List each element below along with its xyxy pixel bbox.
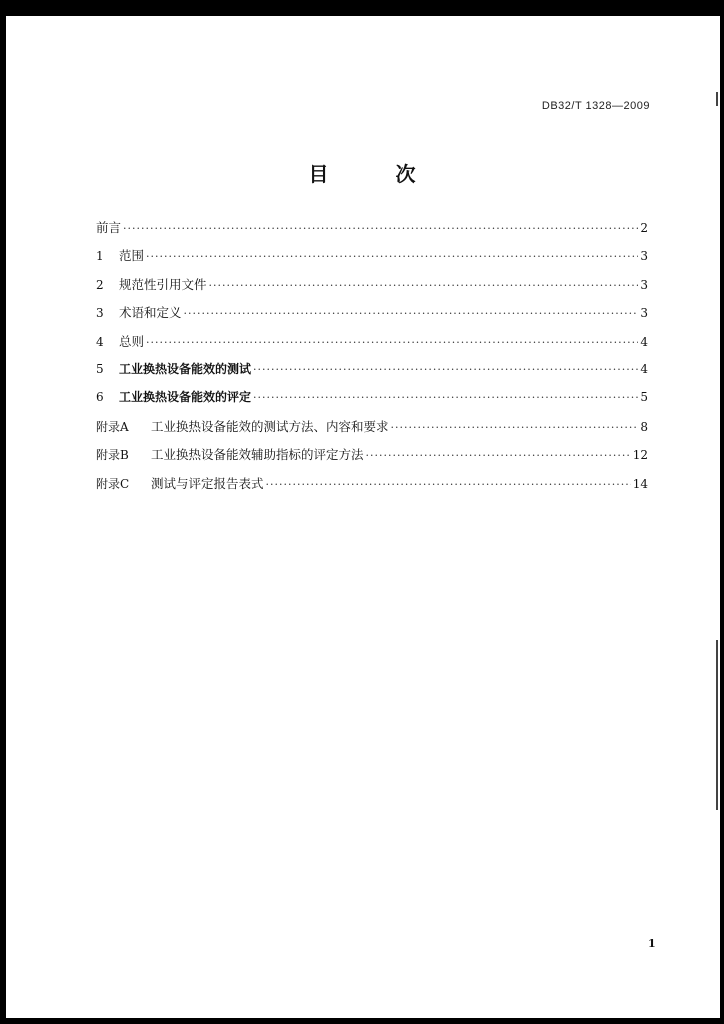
toc-entry-normative-references[interactable] xyxy=(96,275,648,303)
toc-entry-page: 3 xyxy=(640,277,648,292)
toc-entry-efficiency-testing[interactable] xyxy=(96,360,648,388)
toc-entry-page: 4 xyxy=(640,361,648,376)
page-title: 目 次 xyxy=(308,162,446,186)
toc-entry-page: 8 xyxy=(640,419,648,434)
toc-entry-efficiency-evaluation[interactable] xyxy=(96,388,648,416)
toc-entry-scope[interactable] xyxy=(96,246,648,274)
toc-entry-number: 1 xyxy=(96,249,104,264)
toc-entry-number: 附录C xyxy=(96,476,130,491)
dot-leader xyxy=(366,449,631,462)
toc-entry-number: 附录B xyxy=(96,448,129,463)
dot-leader xyxy=(123,222,638,235)
page-number: 1 xyxy=(648,937,656,950)
toc-entry-page: 12 xyxy=(632,448,648,463)
dot-leader xyxy=(266,478,631,491)
standard-number: DB32/T 1328—2009 xyxy=(541,100,650,112)
toc-entry-appendix-c[interactable] xyxy=(96,474,648,502)
toc-entry-label: 规范性引用文件 xyxy=(119,276,207,292)
toc-entry-terms-definitions[interactable] xyxy=(96,303,648,331)
toc-entry-label: 工业换热设备能效的评定 xyxy=(119,390,252,405)
toc-entry-label: 工业换热设备能效辅助指标的评定方法 xyxy=(151,447,364,463)
dot-leader xyxy=(253,363,638,376)
toc-entry-page: 14 xyxy=(632,476,648,491)
table-of-contents xyxy=(96,218,648,502)
dot-leader xyxy=(184,307,639,320)
dot-leader xyxy=(209,279,639,292)
toc-entry-foreword[interactable] xyxy=(96,218,648,246)
toc-entry-page: 4 xyxy=(640,334,648,349)
toc-entry-label: 范围 xyxy=(119,248,145,264)
toc-entry-page: 3 xyxy=(640,249,648,264)
toc-entry-number: 3 xyxy=(96,306,104,321)
toc-entry-number: 2 xyxy=(96,277,104,292)
toc-entry-number: 5 xyxy=(96,361,104,376)
toc-entry-number: 附录A xyxy=(96,419,129,434)
toc-entry-general[interactable] xyxy=(96,332,648,360)
toc-entry-label: 总则 xyxy=(119,333,145,349)
toc-entry-number: 4 xyxy=(96,334,104,349)
toc-entry-label: 测试与评定报告表式 xyxy=(151,475,264,491)
toc-entry-appendix-b[interactable] xyxy=(96,445,648,473)
toc-entry-label: 术语和定义 xyxy=(119,305,182,321)
dot-leader xyxy=(391,421,639,434)
toc-entry-label: 工业换热设备能效的测试方法、内容和要求 xyxy=(151,418,389,434)
toc-entry-label: 工业换热设备能效的测试 xyxy=(119,361,252,376)
toc-entry-page: 3 xyxy=(640,306,648,321)
dot-leader xyxy=(146,250,638,263)
toc-entry-label: 前言 xyxy=(96,220,122,235)
toc-entry-page: 2 xyxy=(640,221,648,235)
toc-entry-number: 6 xyxy=(96,390,104,405)
scan-edge-mark xyxy=(716,640,718,810)
toc-entry-page: 5 xyxy=(640,390,648,405)
dot-leader xyxy=(253,391,638,404)
toc-entry-appendix-a[interactable] xyxy=(96,417,648,445)
dot-leader xyxy=(146,336,638,349)
scan-edge-mark xyxy=(716,92,718,106)
